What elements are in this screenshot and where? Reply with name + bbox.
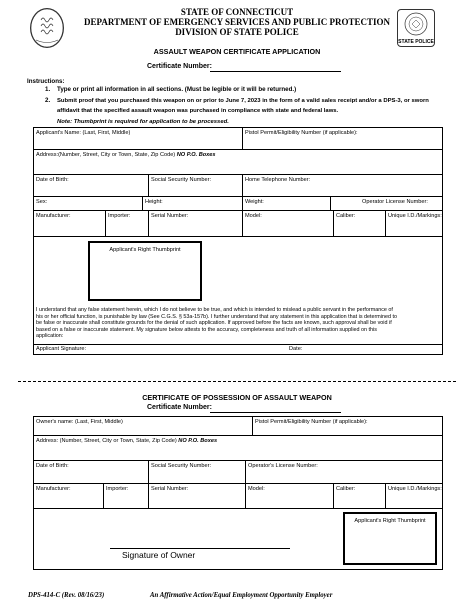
height-field[interactable]: Height: xyxy=(145,199,163,205)
unique-id-field[interactable]: Unique I.D./Markings: xyxy=(388,213,442,219)
possession-importer-field[interactable]: Importer: xyxy=(106,486,129,492)
manufacturer-field[interactable]: Manufacturer: xyxy=(36,213,71,219)
statement-line: based on a false or inaccurate statement. My signature below attests to the accuracy, completeness and truth of all information supplied on this xyxy=(36,326,377,333)
operator-license-field[interactable]: Operator License Number: xyxy=(362,199,428,205)
header-division: DIVISION OF STATE POLICE xyxy=(175,27,299,37)
possession-dob-field[interactable]: Date of Birth: xyxy=(36,463,69,469)
date-field[interactable]: Date: xyxy=(289,346,303,352)
sex-field[interactable]: Sex: xyxy=(36,199,48,205)
caliber-field[interactable]: Caliber: xyxy=(336,213,356,219)
badge-text: STATE POLICE xyxy=(398,39,434,45)
statement-line: his or her official function, is punishable by law (See C.G.S. § 53a-157b). I further understand that any statement in this application that is determined to xyxy=(36,313,397,320)
possession-caliber-field[interactable]: Caliber: xyxy=(336,486,356,492)
owner-signature-label: Signature of Owner xyxy=(122,550,196,560)
possession-model-field[interactable]: Model: xyxy=(248,486,265,492)
possession-address-label: Address: (Number, Street, City or Town, State, Zip Code) xyxy=(36,438,177,444)
certificate-number-field[interactable] xyxy=(210,71,341,72)
form-id: DPS-414-C (Rev. 08/16/23) xyxy=(28,592,105,599)
thumbprint-label: Applicant's Right Thumbprint xyxy=(109,247,181,253)
possession-operator-license-field[interactable]: Operator's License Number: xyxy=(248,463,318,469)
header-state: STATE OF CONNECTICUT xyxy=(180,7,294,17)
possession-pistol-permit-field[interactable]: Pistol Permit/Eligibility Number (if applicable): xyxy=(255,419,368,425)
instructions-heading: Instructions: xyxy=(27,78,65,85)
employer-statement: An Affirmative Action/Equal Employment Opportunity Employer xyxy=(150,592,333,599)
instruction-2-line1: Submit proof that you purchased this weapon on or prior to June 7, 2023 in the form of a valid sales receipt and/or a DPS-3, or sworn xyxy=(57,98,429,104)
owner-name-field[interactable]: Owner's name: (Last, First, Middle) xyxy=(36,419,123,425)
possession-no-po-boxes-note: NO P.O. Boxes xyxy=(178,438,218,444)
home-phone-field[interactable]: Home Telephone Number: xyxy=(245,177,311,183)
possession-thumbprint-box[interactable] xyxy=(343,512,437,565)
instruction-2-line2: affidavit that the specified assault weapon was purchased in compliance with state and federal laws. xyxy=(57,108,339,114)
ssn-field[interactable]: Social Security Number: xyxy=(151,177,211,183)
form-title: ASSAULT WEAPON CERTIFICATE APPLICATION xyxy=(153,47,321,56)
pistol-permit-field[interactable]: Pistol Permit/Eligibility Number (if applicable): xyxy=(245,130,358,136)
possession-title: CERTIFICATE OF POSSESSION OF ASSAULT WEAPON xyxy=(142,393,332,402)
weight-field[interactable]: Weight: xyxy=(245,199,264,205)
dob-field[interactable]: Date of Birth: xyxy=(36,177,69,183)
instruction-1-number: 1. xyxy=(45,86,51,93)
state-police-badge-logo xyxy=(397,9,435,47)
model-field[interactable]: Model: xyxy=(245,213,262,219)
attestation-statement xyxy=(36,307,442,340)
possession-unique-id-field[interactable]: Unique I.D./Markings: xyxy=(388,486,442,492)
importer-field[interactable]: Importer: xyxy=(108,213,131,219)
possession-address-field[interactable] xyxy=(36,438,217,445)
instruction-2-number: 2. xyxy=(45,97,51,104)
possession-thumbprint-label: Applicant's Right Thumbprint xyxy=(354,518,426,524)
cut-line xyxy=(18,381,456,382)
statement-line: application: xyxy=(36,333,64,340)
possession-serial-number-field[interactable]: Serial Number: xyxy=(151,486,189,492)
thumbprint-box[interactable] xyxy=(88,241,202,301)
address-label: Address:(Number, Street, City or Town, State, Zip Code) xyxy=(36,152,176,158)
thumbprint-note: Note: Thumbprint is required for application to be processed. xyxy=(57,119,229,125)
possession-certificate-number-field[interactable] xyxy=(210,412,341,413)
possession-certificate-number-label: Certificate Number: xyxy=(147,404,212,411)
owner-signature-line[interactable] xyxy=(110,548,290,549)
statement-line: be false or inaccurate shall constitute grounds for the denial of such application. If approved before the facts are known, such approval shall be void if xyxy=(36,320,392,327)
statement-line: I understand that any false statement herein, which I do not believe to be true, and which is intended to mislead a public servant in the performance of xyxy=(36,307,393,313)
possession-ssn-field[interactable]: Social Security Number: xyxy=(151,463,211,469)
no-po-boxes-note: NO P.O. Boxes xyxy=(176,152,216,158)
header-department: DEPARTMENT OF EMERGENCY SERVICES AND PUBLIC PROTECTION xyxy=(84,17,390,27)
applicant-name-field[interactable]: Applicant's Name: (Last, First, Middle) xyxy=(36,130,131,136)
possession-manufacturer-field[interactable]: Manufacturer: xyxy=(36,486,71,492)
serial-number-field[interactable]: Serial Number: xyxy=(151,213,189,219)
address-field[interactable] xyxy=(36,152,216,159)
applicant-signature-field[interactable]: Applicant Signature: xyxy=(36,346,87,352)
instruction-1: Type or print all information in all sections. (Must be legible or it will be returned.) xyxy=(57,86,297,93)
certificate-number-label: Certificate Number: xyxy=(147,63,212,70)
